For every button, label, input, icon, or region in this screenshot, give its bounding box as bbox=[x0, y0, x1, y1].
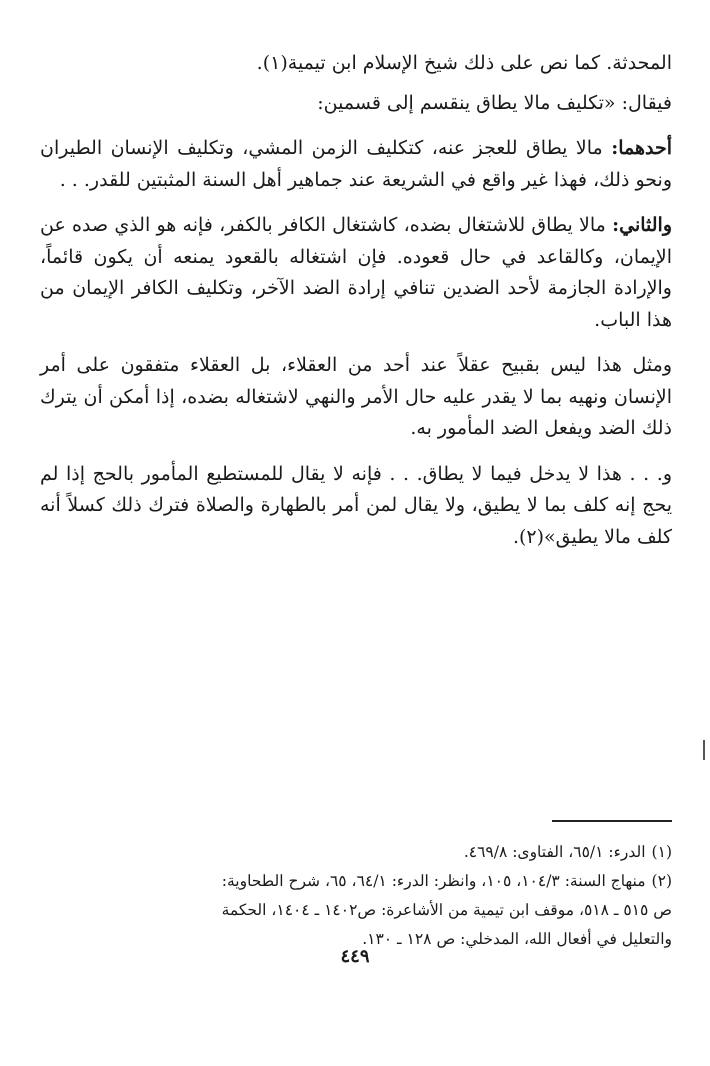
footnote-2-line-2 bbox=[40, 896, 672, 925]
margin-mark bbox=[703, 740, 705, 760]
footnote-separator bbox=[552, 820, 672, 822]
paragraph-4 bbox=[40, 210, 672, 336]
footnote-text: ص ٥١٥ ـ ٥١٨، موقف ابن تيمية من الأشاعرة: ص١٤٠٢ ـ ١٤٠٤، الحكمة bbox=[221, 901, 672, 919]
footnote-2 bbox=[40, 867, 672, 896]
paragraph-lead: والثاني: bbox=[612, 214, 672, 236]
book-page bbox=[40, 48, 672, 1048]
footnote-1 bbox=[40, 838, 672, 867]
paragraph-text: و. . . هذا لا يدخل فيما لا يطاق. . . فإنه لا يقال للمستطيع المأمور بالحج إذا لم يحج إنه كلف بما لا يطيق، ولا يقال لمن أمر بالطهارة والصلاة فترك ذلك كسلاً أنه كلف مالا يطيق»(٢). bbox=[40, 462, 672, 548]
footnotes bbox=[40, 838, 672, 954]
paragraph-text: ومثل هذا ليس بقبيح عقلاً عند أحد من العقلاء، بل العقلاء متفقون على أمر الإنسان ونهيه بما لا يقدر عليه حال الأمر والنهي لاشتغاله بضده، إذا أمكن أن يترك ذلك الضد ويفعل الضد المأمور به. bbox=[40, 354, 672, 439]
main-text bbox=[40, 48, 672, 553]
page-number: ٤٤٩ bbox=[340, 946, 370, 967]
paragraph-lead: أحدهما: bbox=[611, 137, 672, 159]
footnote-text: الدرء: ٦٥/١، الفتاوى: ٤٦٩/٨. bbox=[463, 843, 646, 861]
paragraph-3 bbox=[40, 133, 672, 196]
paragraph-5 bbox=[40, 350, 672, 445]
paragraph-6 bbox=[40, 459, 672, 554]
paragraph-text: مالا يطاق للاشتغال بضده، كاشتغال الكافر بالكفر، فإنه هو الذي صده عن الإيمان، وكالقاعد في حال قعوده. فإن اشتغاله بالقعود يمنعه أن يكون قائماً، والإرادة الجازمة لأحد الضدين تنافي إرادة الضد الآخر، وتكليف الكافر الإيمان من هذا الباب. bbox=[40, 214, 672, 331]
paragraph-text: فيقال: «تكليف مالا يطاق ينقسم إلى قسمين: bbox=[317, 91, 672, 114]
paragraph-text: المحدثة. كما نص على ذلك شيخ الإسلام ابن تيمية(١). bbox=[256, 52, 672, 74]
footnote-number: (١) bbox=[651, 843, 672, 861]
paragraph-2 bbox=[40, 88, 672, 120]
footnote-text: منهاج السنة: ١٠٤/٣، ١٠٥، وانظر: الدرء: ٦٤/١، ٦٥، شرح الطحاوية: bbox=[221, 872, 646, 890]
footnote-number: (٢) bbox=[651, 872, 672, 890]
paragraph-1 bbox=[40, 48, 672, 80]
footnote-text: والتعليل في أفعال الله، المدخلي: ص ١٢٨ ـ ١٣٠. bbox=[362, 930, 672, 948]
paragraph-text: مالا يطاق للعجز عنه، كتكليف الزمن المشي، وتكليف الإنسان الطيران ونحو ذلك، فهذا غير واقع في الشريعة عند جماهير أهل السنة المثبتين للقدر. . . bbox=[40, 137, 672, 191]
